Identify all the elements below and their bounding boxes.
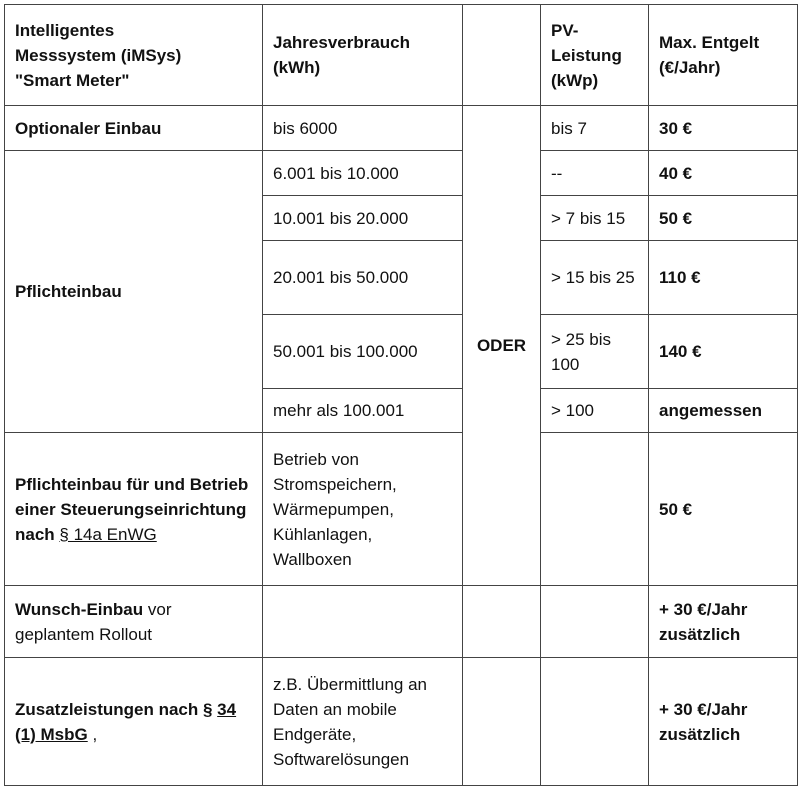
pv-cell: > 7 bis 15 [541, 196, 649, 241]
pv-cell: > 25 bis 100 [541, 315, 649, 389]
kwh-cell: 10.001 bis 20.000 [263, 196, 463, 241]
kwh-cell: 6.001 bis 10.000 [263, 151, 463, 196]
header-text: "Smart Meter" [15, 70, 130, 90]
kwh-cell: 50.001 bis 100.000 [263, 315, 463, 389]
pv-cell: bis 7 [541, 106, 649, 151]
label-text: Wunsch-Einbau [15, 599, 144, 619]
header-text: PV- [551, 20, 579, 40]
kwh-cell: mehr als 100.001 [263, 389, 463, 433]
label-text: vor geplantem Rollout [15, 599, 172, 644]
price-cell: + 30 €/Jahr zusätzlich [649, 658, 798, 786]
pv-cell [541, 433, 649, 586]
header-device [5, 5, 263, 106]
price-cell: 50 € [649, 433, 798, 586]
law-link-14a-enwg[interactable]: § 14a EnWG [59, 524, 157, 544]
price-cell: 50 € [649, 196, 798, 241]
header-text: Messsystem (iMSys) [15, 45, 182, 65]
price-cell: + 30 €/Jahr zusätzlich [649, 586, 798, 658]
header-price [649, 5, 798, 106]
header-empty [463, 5, 541, 106]
row-label [5, 658, 263, 786]
pv-cell: > 100 [541, 389, 649, 433]
row-label [5, 433, 263, 586]
table-row [5, 658, 798, 786]
label-text: Zusatzleistungen nach § [15, 699, 213, 719]
table-row [5, 106, 798, 151]
header-text: Intelligentes [15, 20, 115, 40]
label-text: , [87, 724, 98, 744]
header-text: Max. Entgelt [659, 33, 760, 52]
kwh-cell: Betrieb von Stromspeichern, Wärmepumpen, Kühlanlagen, Wallboxen [263, 433, 463, 586]
oder-cell [463, 658, 541, 786]
kwh-cell: z.B. Übermittlung an Daten an mobile Endgeräte, Softwarelösungen [263, 658, 463, 786]
header-text: (kWh) [273, 58, 321, 77]
table-row [5, 151, 798, 196]
row-label [5, 586, 263, 658]
kwh-cell: 20.001 bis 50.000 [263, 241, 463, 315]
header-text: Leistung [551, 45, 622, 65]
oder-cell [463, 586, 541, 658]
table-row [5, 586, 798, 658]
kwh-cell: bis 6000 [263, 106, 463, 151]
header-row [5, 5, 798, 106]
price-cell: 140 € [649, 315, 798, 389]
label-text: Pflichteinbau für und Betrieb einer Steuerungseinrichtung nach [15, 474, 249, 544]
row-label: Pflichteinbau [5, 151, 263, 433]
pv-cell [541, 658, 649, 786]
header-pv [541, 5, 649, 106]
header-text: (€/Jahr) [659, 58, 721, 77]
header-text: (kWp) [551, 70, 599, 90]
header-consumption [263, 5, 463, 106]
table-row [5, 433, 798, 586]
price-cell: 110 € [649, 241, 798, 315]
price-cell: angemessen [649, 389, 798, 433]
pv-cell [541, 586, 649, 658]
header-text: Jahresverbrauch [273, 33, 411, 52]
law-link-34-msbg[interactable]: 34 (1) MsbG [15, 699, 237, 744]
row-label: Optionaler Einbau [5, 106, 263, 151]
oder-cell: ODER [463, 106, 541, 586]
kwh-cell [263, 586, 463, 658]
price-cell: 40 € [649, 151, 798, 196]
price-cell: 30 € [649, 106, 798, 151]
smart-meter-price-table [4, 4, 798, 786]
pv-cell: -- [541, 151, 649, 196]
pv-cell: > 15 bis 25 [541, 241, 649, 315]
